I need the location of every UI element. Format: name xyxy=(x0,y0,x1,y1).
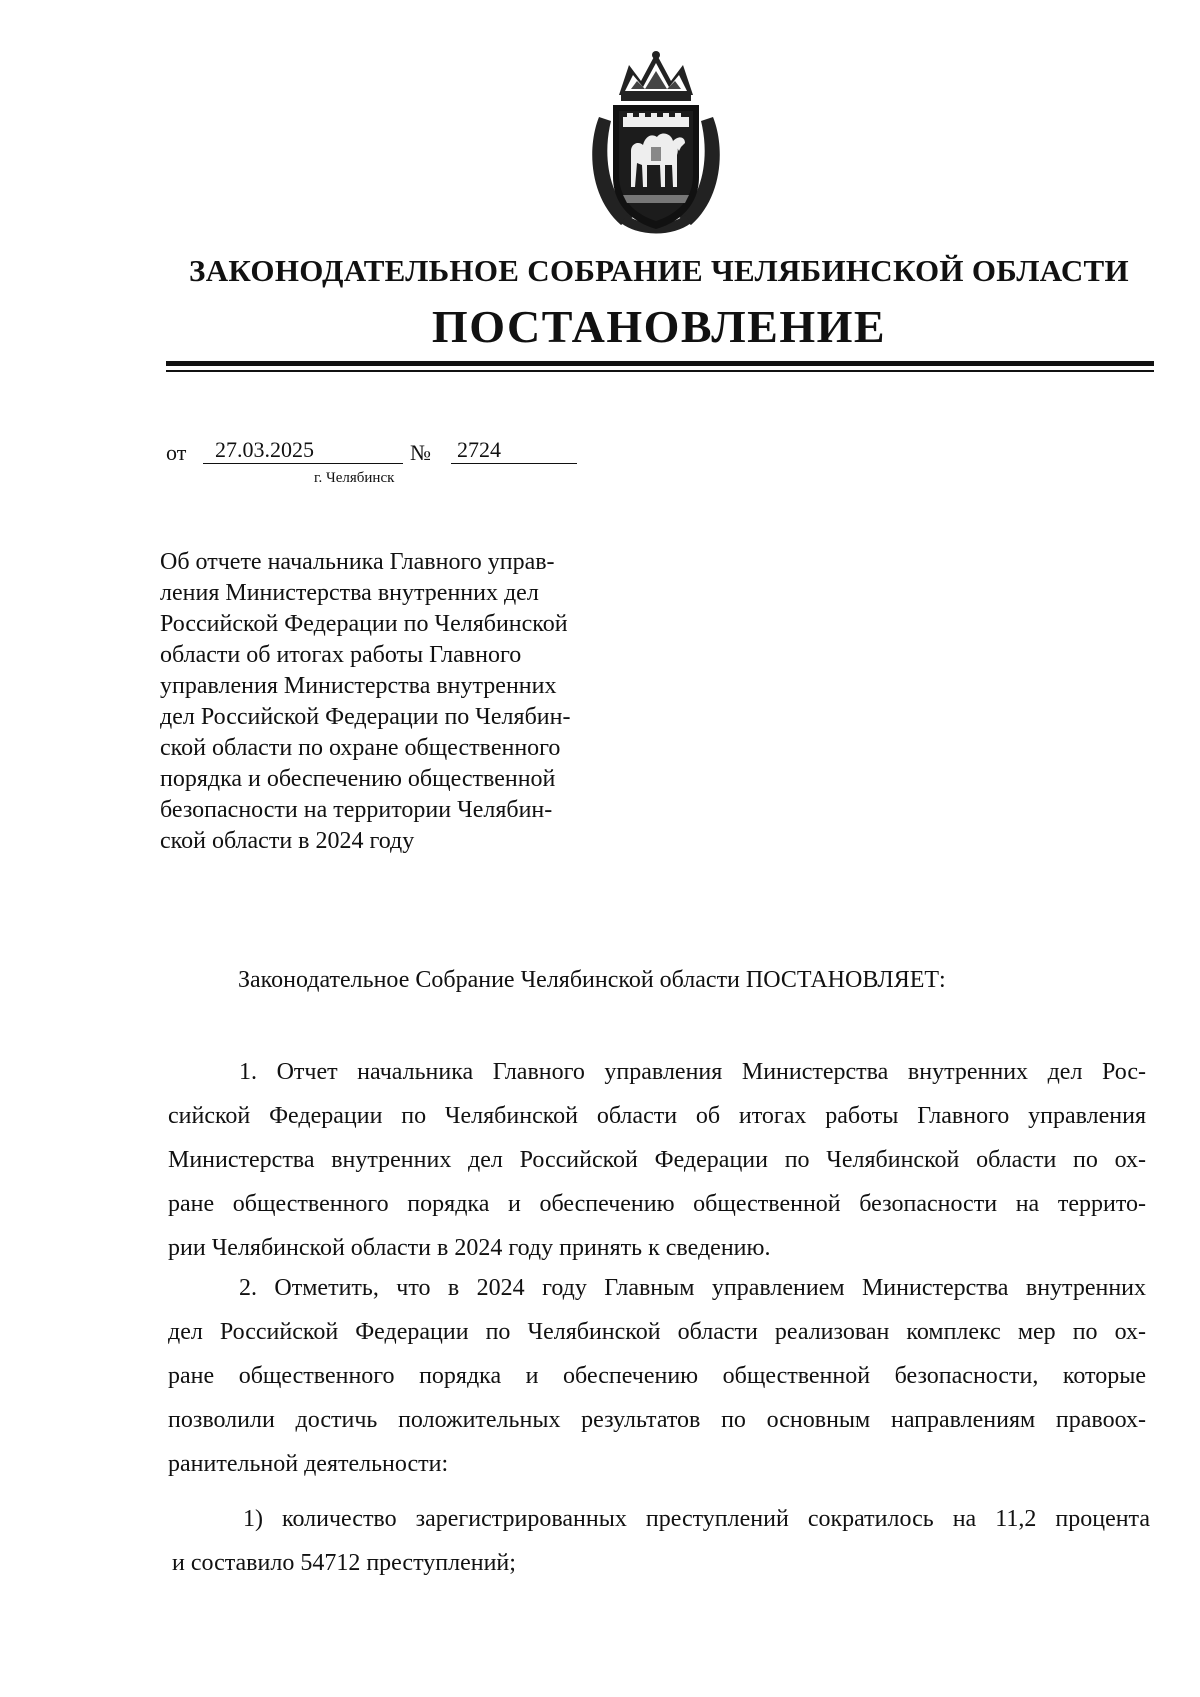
paragraph-line: 1) количество зарегистрированных преступлений сократилось на 11,2 процента xyxy=(243,1506,1150,1532)
paragraph-2 xyxy=(168,1266,1146,1486)
document-subject xyxy=(160,547,628,857)
document-type-title: ПОСТАНОВЛЕНИЕ xyxy=(431,301,887,352)
paragraph-line: сийской Федерации по Челябинской области об итогах работы Главного управления xyxy=(168,1103,1146,1129)
list-item-1 xyxy=(172,1497,1150,1585)
paragraph-line: ране общественного порядка и обеспечению общественной безопасности, которые xyxy=(168,1363,1146,1389)
organization-title: ЗАКОНОДАТЕЛЬНОЕ СОБРАНИЕ ЧЕЛЯБИНСКОЙ ОБЛАСТИ xyxy=(189,253,1129,288)
paragraph-1 xyxy=(168,1050,1146,1270)
subject-line: безопасности на территории Челябин- xyxy=(160,797,553,823)
paragraph-line: позволили достичь положительных результатов по основным направлениям правоох- xyxy=(168,1407,1146,1433)
paragraph-line: рии Челябинской области в 2024 году принять к сведению. xyxy=(168,1235,771,1261)
subject-line: Российской Федерации по Челябинской xyxy=(160,611,568,637)
subject-line: области об итогах работы Главного xyxy=(160,642,522,668)
subject-line: управления Министерства внутренних xyxy=(160,673,557,699)
date-prefix: от xyxy=(166,440,187,465)
subject-line: порядка и обеспечению общественной xyxy=(160,766,556,792)
chelyabinsk-oblast-coat-of-arms-icon xyxy=(581,47,731,242)
subject-line: Об отчете начальника Главного управ- xyxy=(160,549,555,575)
paragraph-line: и составило 54712 преступлений; xyxy=(172,1550,516,1576)
paragraph-line: ранительной деятельности: xyxy=(168,1451,449,1477)
resolution-statement: Законодательное Собрание Челябинской области ПОСТАНОВЛЯЕТ: xyxy=(238,967,946,993)
subject-line: ской области в 2024 году xyxy=(160,828,415,854)
paragraph-line: дел Российской Федерации по Челябинской области реализован комплекс мер по ох- xyxy=(168,1319,1146,1345)
paragraph-line: 2. Отметить, что в 2024 году Главным управлением Министерства внутренних xyxy=(239,1275,1146,1301)
header-divider-thick xyxy=(166,361,1154,366)
subject-line: дел Российской Федерации по Челябин- xyxy=(160,704,571,730)
document-date: 27.03.2025 xyxy=(203,437,403,464)
paragraph-line: 1. Отчет начальника Главного управления Министерства внутренних дел Рос- xyxy=(239,1059,1146,1085)
document-city: г. Челябинск xyxy=(314,470,395,486)
subject-line: ской области по охране общественного xyxy=(160,735,561,761)
header-divider-thin xyxy=(166,370,1154,372)
subject-line: ления Министерства внутренних дел xyxy=(160,580,539,606)
paragraph-line: ране общественного порядка и обеспечению общественной безопасности на террито- xyxy=(168,1191,1146,1217)
document-number: 2724 xyxy=(451,437,577,464)
number-label: № xyxy=(410,440,431,465)
paragraph-line: Министерства внутренних дел Российской Федерации по Челябинской области по ох- xyxy=(168,1147,1146,1173)
